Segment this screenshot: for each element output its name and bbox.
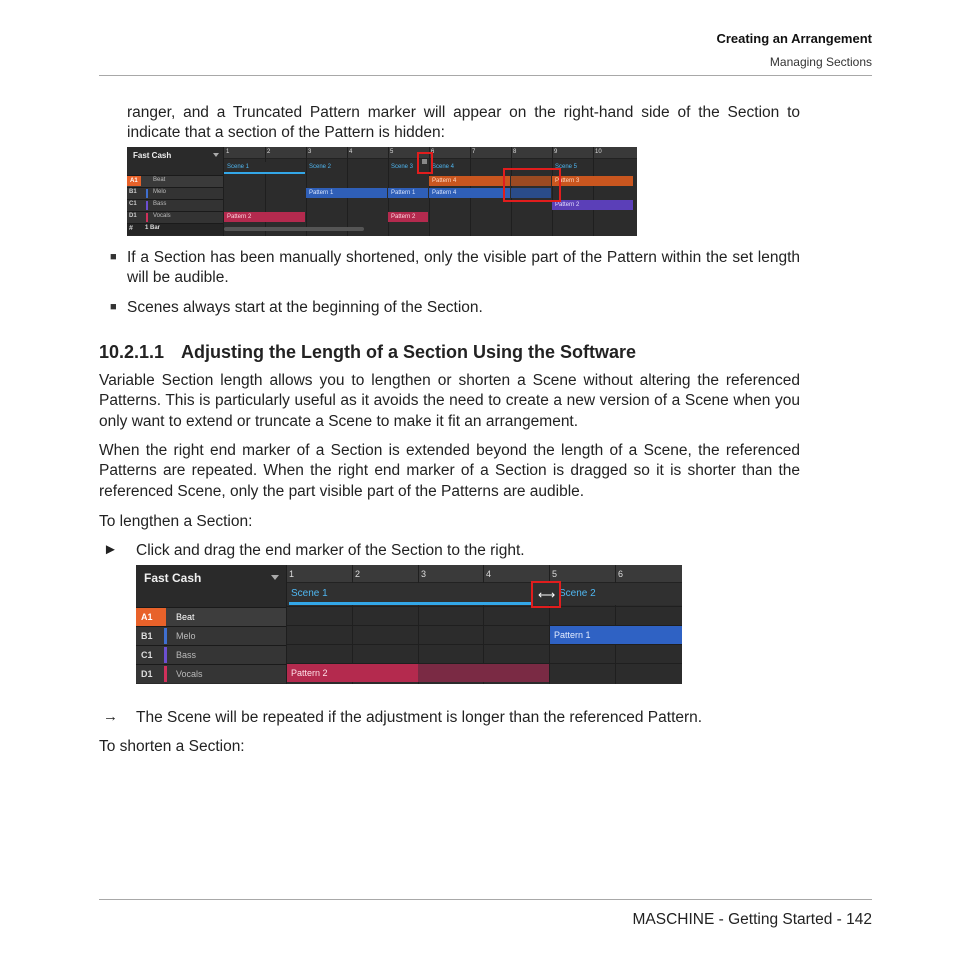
group-row[interactable] — [127, 175, 223, 187]
section-length-bar — [289, 602, 533, 605]
group-row[interactable] — [136, 664, 286, 683]
group-color-bar — [164, 666, 167, 682]
group-name: Melo — [153, 189, 167, 195]
ruler-tick: 8 — [513, 149, 517, 155]
ruler-tick: 5 — [552, 569, 558, 579]
pattern-block[interactable]: Pattern 2 — [552, 200, 633, 210]
heading-number: 10.2.1.1 — [99, 342, 165, 362]
result-arrow-icon: → — [103, 708, 118, 725]
group-name: Bass — [176, 650, 197, 660]
group-name: Bass — [153, 201, 167, 207]
group-name: Vocals — [153, 213, 171, 219]
step-arrow-icon: ► — [103, 541, 118, 558]
group-id: A1 — [136, 608, 166, 626]
ruler-tick: 3 — [421, 569, 427, 579]
group-color-bar — [146, 201, 148, 210]
pattern-block[interactable]: Pattern 2 — [287, 664, 418, 682]
grid-icon: # — [129, 225, 133, 232]
chevron-down-icon[interactable] — [213, 153, 219, 157]
ruler-tick: 1 — [289, 569, 295, 579]
bullet-icon: ■ — [110, 301, 117, 313]
bullet-icon: ■ — [110, 251, 117, 263]
truncated-pattern-marker-icon — [422, 159, 427, 164]
group-row[interactable] — [127, 211, 223, 223]
paragraph: When the right end marker of a Section is extended beyond the length of a Scene, the referenced Patterns are repeated. When the right end marker of a Section is dragged so it is shorter than the referenced Scene, only the part visible part of the Patterns are audible. — [99, 442, 800, 500]
group-id: D1 — [141, 669, 153, 679]
chapter-title: Creating an Arrangement — [716, 31, 872, 46]
ruler-tick: 10 — [595, 149, 602, 155]
pattern-block[interactable]: Pattern 2 — [388, 212, 428, 222]
paragraph: To shorten a Section: — [99, 738, 245, 755]
group-row[interactable] — [127, 199, 223, 211]
scene-block[interactable]: Scene 4 — [432, 164, 455, 170]
paragraph: Variable Section length allows you to lengthen or shorten a Scene without altering the referenced Patterns. This is particularly useful as it avoids the need to create a new version of a Scene when you only want to extend or truncate a Scene to make it fit an arrangement. — [99, 372, 800, 430]
footer-divider — [99, 899, 872, 900]
group-name: Vocals — [176, 669, 203, 679]
heading-title: Adjusting the Length of a Section Using the Software — [181, 342, 637, 362]
resize-horizontal-icon[interactable]: ⟷ — [538, 588, 556, 602]
group-panel — [136, 565, 286, 684]
group-color-bar — [146, 189, 148, 198]
scene-block[interactable]: Scene 5 — [555, 164, 578, 170]
ruler-tick: 1 — [226, 149, 230, 155]
chevron-down-icon[interactable] — [271, 575, 279, 580]
scene-block[interactable]: Scene 1 — [291, 588, 328, 599]
group-color-bar — [146, 213, 148, 222]
group-panel — [127, 147, 223, 236]
horizontal-scrollbar[interactable] — [224, 227, 364, 231]
header-divider — [99, 75, 872, 76]
scene-block[interactable]: Scene 2 — [559, 588, 596, 599]
pattern-block[interactable]: Pattern 1 — [306, 188, 387, 198]
ruler-tick: 9 — [554, 149, 558, 155]
group-row[interactable] — [136, 607, 286, 626]
group-row[interactable] — [136, 645, 286, 664]
bullet-text: Scenes always start at the beginning of the Section. — [127, 299, 483, 316]
arranger-screenshot-lengthen — [136, 565, 682, 684]
group-name: Beat — [153, 177, 166, 183]
arranger-grid[interactable] — [224, 147, 637, 236]
ruler-tick: 3 — [308, 149, 312, 155]
project-title: Fast Cash — [144, 571, 202, 585]
intro-paragraph: ranger, and a Truncated Pattern marker will appear on the right-hand side of the Section to indicate that a section of the Pattern is hidden: — [127, 104, 800, 142]
group-row[interactable] — [136, 626, 286, 645]
arranger-screenshot-truncated — [127, 147, 637, 236]
pattern-repeat-block[interactable] — [418, 664, 549, 682]
pattern-block[interactable]: Pattern 1 — [550, 626, 682, 644]
scene-block[interactable]: Scene 3 — [391, 164, 414, 170]
bullet-text: If a Section has been manually shortened, only the visible part of the Pattern within the set length will be audible. — [127, 249, 800, 287]
ruler-tick: 2 — [355, 569, 361, 579]
group-id: D1 — [129, 213, 137, 219]
ruler-tick: 5 — [390, 149, 394, 155]
pattern-block[interactable]: Pattern 4 — [429, 188, 510, 198]
result-text: The Scene will be repeated if the adjustment is longer than the referenced Pattern. — [136, 709, 703, 726]
page-footer: MASCHINE - Getting Started - 142 — [632, 911, 872, 928]
project-title: Fast Cash — [133, 151, 172, 160]
pattern-block[interactable]: Pattern 2 — [224, 212, 305, 222]
paragraph: To lengthen a Section: — [99, 513, 253, 530]
hidden-pattern-highlight — [503, 168, 561, 202]
zoom-label: 1 Bar — [145, 225, 161, 231]
group-name: Beat — [176, 612, 195, 622]
group-row[interactable] — [127, 187, 223, 199]
ruler-tick: 7 — [472, 149, 476, 155]
section-length-bar — [224, 172, 305, 174]
group-id: B1 — [141, 631, 153, 641]
pattern-block[interactable]: Pattern 4 — [429, 176, 510, 186]
group-color-bar — [164, 628, 167, 644]
section-title: Managing Sections — [769, 55, 872, 69]
ruler-tick: 6 — [431, 149, 435, 155]
ruler-tick: 4 — [349, 149, 353, 155]
group-id: B1 — [129, 189, 137, 195]
arranger-grid[interactable] — [287, 565, 682, 684]
ruler-tick: 2 — [267, 149, 271, 155]
group-id: C1 — [141, 650, 153, 660]
group-name: Melo — [176, 631, 196, 641]
group-id: C1 — [129, 201, 137, 207]
group-id: A1 — [127, 176, 141, 186]
ruler-tick: 4 — [486, 569, 492, 579]
scene-block[interactable]: Scene 2 — [309, 164, 332, 170]
group-color-bar — [164, 647, 167, 663]
pattern-block[interactable]: Pattern 3 — [552, 176, 633, 186]
pattern-block[interactable]: Pattern 1 — [388, 188, 428, 198]
step-instruction: Click and drag the end marker of the Section to the right. — [136, 542, 525, 559]
ruler-tick: 6 — [618, 569, 624, 579]
zoom-row[interactable] — [127, 223, 223, 235]
scene-block[interactable]: Scene 1 — [224, 162, 305, 172]
timeline-ruler[interactable] — [287, 565, 682, 583]
